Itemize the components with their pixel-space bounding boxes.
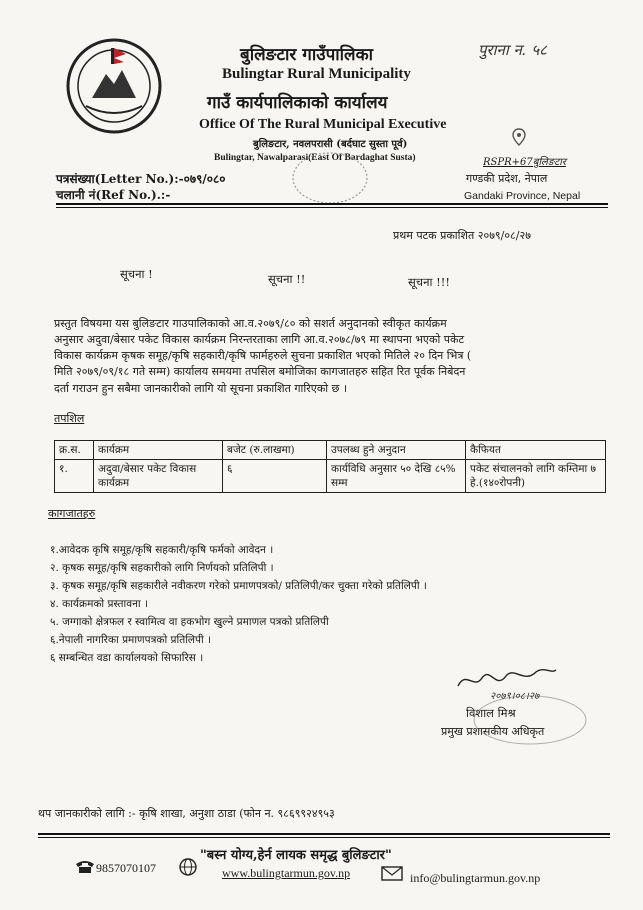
province-np: गण्डकी प्रदेश, नेपाल: [466, 172, 548, 185]
table-header: कार्यक्रम: [94, 441, 223, 460]
notice-word-3: सूचना !!!: [408, 275, 450, 289]
municipality-emblem-logo: [64, 36, 164, 136]
email-icon: [381, 864, 403, 882]
table-header-row: [55, 441, 606, 460]
address-np: बुलिङटार, नवलपरासी (बर्दघाट सुस्ता पूर्व): [253, 139, 408, 150]
table-header: उपलब्ध हुने अनुदान: [327, 441, 466, 460]
signatory-title: प्रमुख प्रशासकीय अधिकृत: [441, 725, 545, 738]
rspr-code: RSPR+67बुलिङटार: [483, 157, 566, 168]
table-cell: कार्यविधि अनुसार ५० देखि ८५% सम्म: [327, 460, 466, 493]
table-cell: अदुवा/बेसार पकेट विकास कार्यक्रम: [94, 460, 223, 493]
footer-phone: 9857070107: [96, 861, 156, 875]
list-item: २. कृषक समूह/कृषि सहकारीको लागि निर्णयको प्रतिलिपी ।: [50, 562, 274, 574]
received-stamp: [290, 150, 370, 206]
location-pin-icon: [512, 128, 526, 146]
table-header: बजेट (रु.लाखमा): [223, 441, 327, 460]
list-item: ६.नेपाली नागरिका प्रमाणपत्रको प्रतिलिपी ।: [50, 634, 212, 646]
footer-email-link[interactable]: info@bulingtarmun.gov.np: [410, 871, 541, 885]
office-name-en: Office Of The Rural Municipal Executive: [199, 117, 447, 132]
body-line-2: अनुसार अदुवा/बेसार पकेट विकास कार्यक्रम निरन्तरताका लागि आ.व.२०७८/७९ मा स्थापना भएको पकेट: [54, 333, 465, 346]
table-header: क्र.स.: [55, 441, 94, 460]
province-en: Gandaki Province, Nepal: [464, 190, 581, 202]
municipality-name-np: बुलिङटार गाउँपालिका: [240, 45, 374, 65]
footer-rule-2: [38, 837, 610, 838]
published-line: प्रथम पटक प्रकाशित २०७९/०८/२७: [393, 229, 531, 242]
list-item: ४. कार्यक्रमको प्रस्तावना ।: [50, 598, 148, 610]
table-cell: १.: [55, 460, 94, 493]
letter-no-value: ०७९/०८०: [183, 172, 226, 186]
table-row: [55, 460, 606, 493]
list-item: १.आवेदक कृषि समूह/कृषि सहकारी/कृषि फर्मको आवेदन ।: [50, 544, 274, 556]
official-seal-stamp: [470, 690, 590, 750]
documents-list: [50, 543, 610, 669]
body-line-4: मिति २०७९/०९/१८ गते सम्म) कार्यालय समयमा तपसिल बमोजिका कागजातहरु सहित रित पूर्वक निबेदन: [54, 365, 466, 378]
handwritten-top-note: पुराना न. ५८: [478, 41, 547, 59]
tapshil-label: तपशिल: [54, 412, 85, 425]
documents-label: कागजातहरु: [48, 507, 96, 520]
notice-word-1: सूचना !: [120, 267, 153, 281]
footer-website-link[interactable]: www.bulingtarmun.gov.np: [222, 866, 351, 880]
telephone-icon: [74, 858, 96, 874]
body-line-5: दर्ता गराउन हुन सबैमा जानकारीको लागि यो सूचना प्रकाशित गारिएको छ ।: [54, 382, 348, 395]
table-cell: पकेट संचालनको लागि कम्तिमा ७ हे.(१४०रोपनी): [466, 460, 606, 493]
municipality-name-en: Bulingtar Rural Municipality: [222, 66, 411, 82]
list-item: ६ सम्बन्धित वडा कार्यालयको सिफारिस ।: [50, 652, 204, 664]
header-rule-1: [56, 203, 608, 205]
letter-no-label: पत्रसंख्या(Letter No.):-०७९/०८०: [56, 172, 226, 186]
header-rule-2: [56, 207, 608, 208]
table-cell: ६: [223, 460, 327, 493]
list-item: ५. जग्गाको क्षेत्रफल र स्वामित्व वा हकभोग खुल्ने प्रमाणल पत्रको प्रतिलिपी: [50, 616, 329, 628]
globe-icon: [178, 857, 198, 877]
table-header: कैफियत: [466, 441, 606, 460]
more-info-line: थप जानकारीको लागि :- कृषि शाखा, अनुशा ठाडा (फोन न. ९८६९९२४९५३: [38, 807, 335, 820]
notice-word-2: सूचना !!: [268, 272, 306, 286]
footer-slogan: "बस्न योग्य,हेर्न लायक समृद्ध बुलिङटार": [200, 848, 392, 863]
schedule-table: [54, 440, 606, 493]
address-en: Bulingtar, Nawalparasi(East Of Bardaghat Susta): [214, 153, 416, 163]
footer-rule-1: [38, 833, 610, 835]
list-item: ३. कृषक समूह/कृषि सहकारीले नवीकरण गरेको प्रमाणपत्रको/ प्रतिलिपी/कर चुक्ता गरेको प्रतिलिपी ।: [50, 580, 427, 592]
signatory-name: विशाल मिश्र: [466, 706, 516, 720]
ref-no-label: चलानी नं(Ref No.).:-: [56, 188, 171, 202]
office-name-np: गाउँ कार्यपालिकाको कार्यालय: [207, 93, 388, 113]
body-line-1: प्रस्तुत विषयमा यस बुलिङटार गाउपालिकाको आ.व.२०७९/८० को सशर्त अनुदानको स्वीकृत कार्यक्रम: [54, 317, 447, 330]
body-line-3: विकास कार्यक्रम कृषक समूह/कृषि सहकारी/कृषि फार्महरुले सुचना प्रकाशित भएको मितिले २० दिन भित्र (: [54, 349, 472, 362]
signature-date: २०७९।०८।२७: [490, 691, 540, 702]
